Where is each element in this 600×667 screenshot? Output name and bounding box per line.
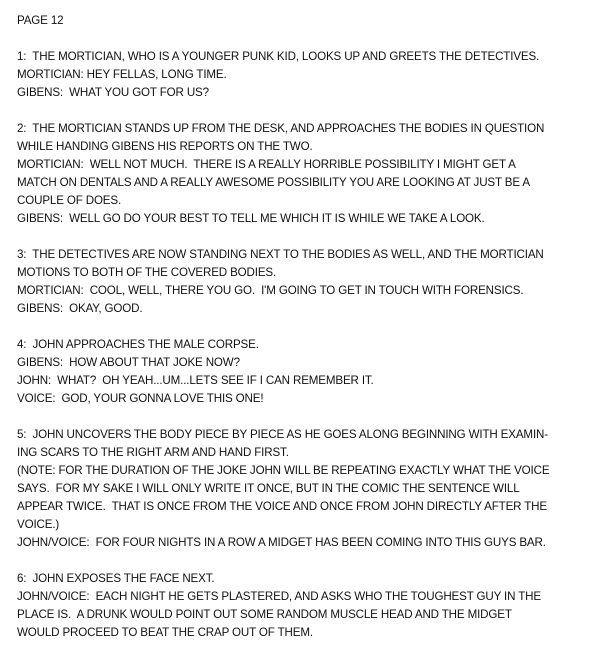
script-line: APPEAR TWICE. THAT IS ONCE FROM THE VOICE AND ONCE FROM JOHN DIRECTLY AFTER THE [17, 500, 547, 513]
script-line: GIBENS: WHAT YOU GOT FOR US? [17, 86, 209, 99]
script-line: MORTICIAN: HEY FELLAS, LONG TIME. [17, 68, 227, 81]
panel-2 [17, 120, 587, 228]
script-line: WHILE HANDING GIBENS HIS REPORTS ON THE TWO. [17, 140, 313, 153]
script-line: JOHN/VOICE: FOR FOUR NIGHTS IN A ROW A MIDGET HAS BEEN COMING INTO THIS GUYS BAR. [17, 536, 546, 549]
script-line: PLACE IS. A DRUNK WOULD POINT OUT SOME RANDOM MUSCLE HEAD AND THE MIDGET [17, 608, 512, 621]
script-line: MOTIONS TO BOTH OF THE COVERED BODIES. [17, 266, 277, 279]
script-line: 6: JOHN EXPOSES THE FACE NEXT. [17, 572, 215, 585]
panel-6 [17, 570, 587, 642]
panel-gap [17, 30, 587, 48]
script-line: ING SCARS TO THE RIGHT ARM AND HAND FIRST. [17, 446, 289, 459]
script-line: MORTICIAN: COOL, WELL, THERE YOU GO. I'M GOING TO GET IN TOUCH WITH FORENSICS. [17, 284, 524, 297]
script-line: JOHN/VOICE: EACH NIGHT HE GETS PLASTERED, AND ASKS WHO THE TOUGHEST GUY IN THE [17, 590, 541, 603]
script-line: MORTICIAN: WELL NOT MUCH. THERE IS A REALLY HORRIBLE POSSIBILITY I MIGHT GET A [17, 158, 516, 171]
panel-gap [17, 408, 587, 426]
script-line: 2: THE MORTICIAN STANDS UP FROM THE DESK, AND APPROACHES THE BODIES IN QUESTION [17, 122, 545, 135]
script-line: GIBENS: OKAY, GOOD. [17, 302, 143, 315]
script-line: 1: THE MORTICIAN, WHO IS A YOUNGER PUNK KID, LOOKS UP AND GREETS THE DETECTIVES. [17, 50, 540, 63]
panel-3 [17, 246, 587, 318]
panel-5 [17, 426, 587, 552]
panel-gap [17, 552, 587, 570]
script-line: SAYS. FOR MY SAKE I WILL ONLY WRITE IT ONCE, BUT IN THE COMIC THE SENTENCE WILL [17, 482, 520, 495]
script-line: 3: THE DETECTIVES ARE NOW STANDING NEXT TO THE BODIES AS WELL, AND THE MORTICIAN [17, 248, 544, 261]
panel-gap [17, 318, 587, 336]
script-line: VOICE.) [17, 518, 60, 531]
script-line: GIBENS: WELL GO DO YOUR BEST TO TELL ME WHICH IT IS WHILE WE TAKE A LOOK. [17, 212, 485, 225]
panel-4 [17, 336, 587, 408]
script-line: 4: JOHN APPROACHES THE MALE CORPSE. [17, 338, 259, 351]
script-line: WOULD PROCEED TO BEAT THE CRAP OUT OF THEM. [17, 626, 313, 639]
script-line: 5: JOHN UNCOVERS THE BODY PIECE BY PIECE AS HE GOES ALONG BEGINNING WITH EXAMIN- [17, 428, 548, 441]
script-line: MATCH ON DENTALS AND A REALLY AWESOME POSSIBILITY YOU ARE LOOKING AT JUST BE A [17, 176, 530, 189]
script-line: VOICE: GOD, YOUR GONNA LOVE THIS ONE! [17, 392, 264, 405]
panel-gap [17, 228, 587, 246]
script-line: GIBENS: HOW ABOUT THAT JOKE NOW? [17, 356, 240, 369]
panel-gap [17, 102, 587, 120]
page-label: PAGE 12 [17, 14, 64, 27]
script-document [17, 12, 587, 642]
script-line: JOHN: WHAT? OH YEAH...UM...LETS SEE IF I CAN REMEMBER IT. [17, 374, 374, 387]
script-line: COUPLE OF DOES. [17, 194, 122, 207]
script-line: (NOTE: FOR THE DURATION OF THE JOKE JOHN WILL BE REPEATING EXACTLY WHAT THE VOICE [17, 464, 550, 477]
panel-1 [17, 48, 587, 102]
panel-list [17, 30, 587, 642]
